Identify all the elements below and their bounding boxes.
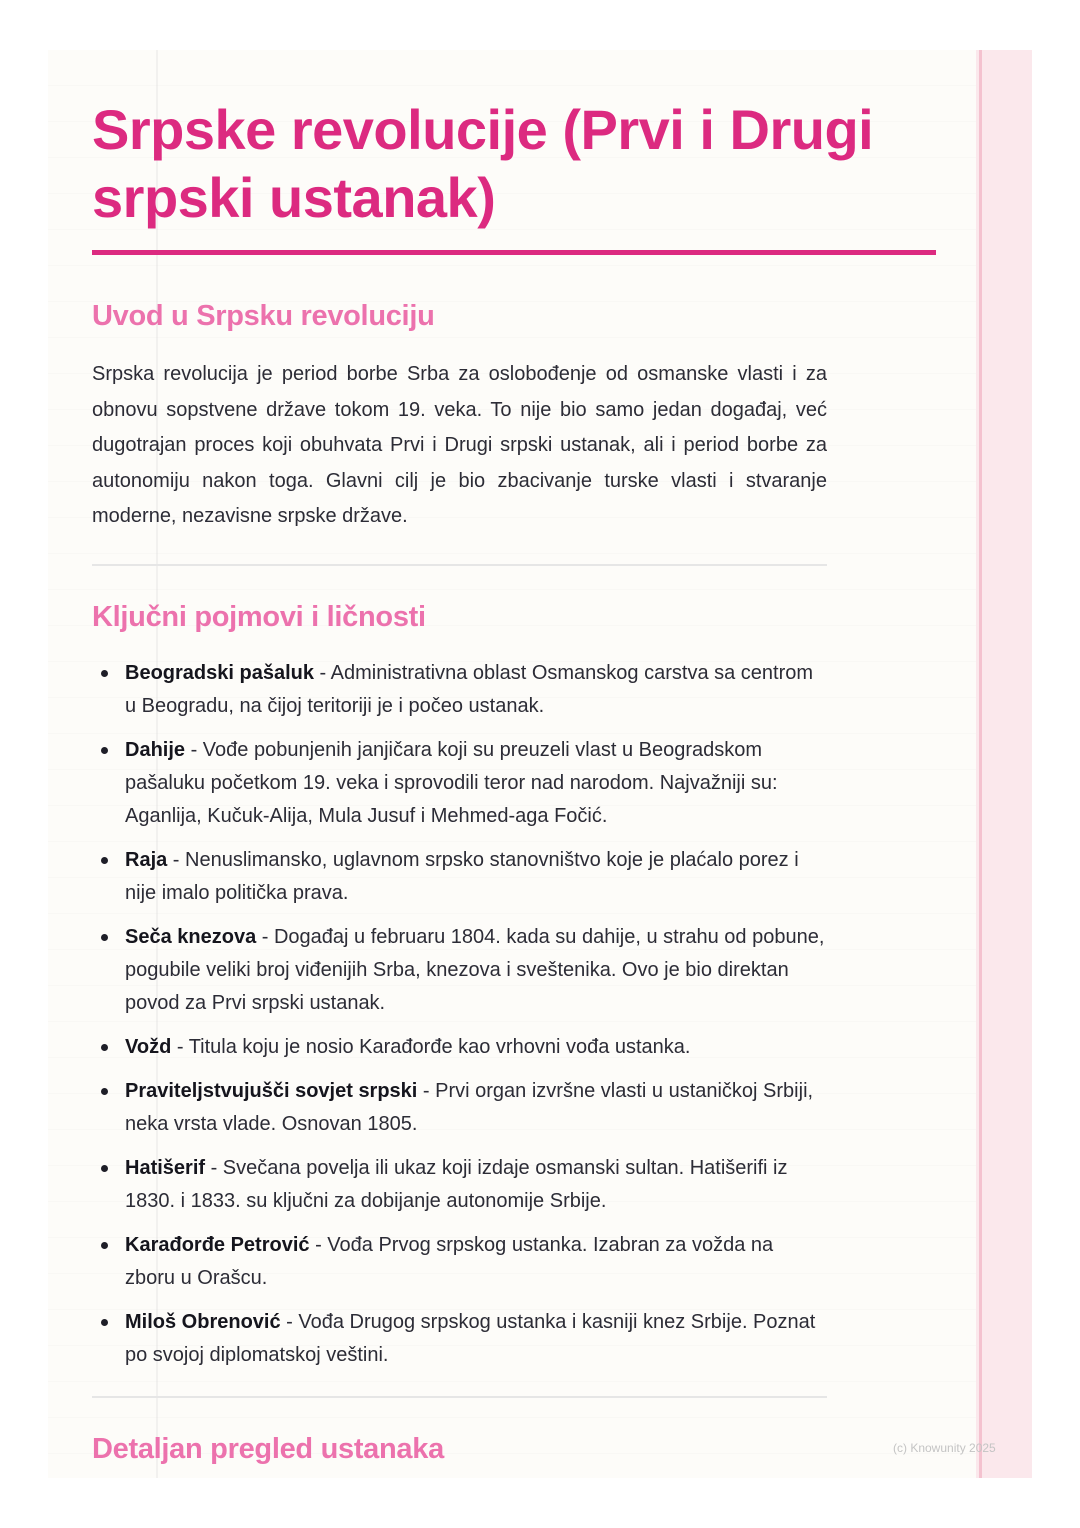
list-item bbox=[92, 1306, 827, 1372]
term-name: Beogradski pašaluk bbox=[125, 662, 314, 684]
term-definition: - Titula koju je nosio Karađorđe kao vrhovni vođa ustanka. bbox=[171, 1036, 691, 1058]
section-heading-pojmovi: Ključni pojmovi i ličnosti bbox=[92, 601, 426, 633]
list-item bbox=[92, 1031, 827, 1064]
bullet-icon bbox=[101, 857, 108, 864]
section-heading-detaljan: Detaljan pregled ustanaka bbox=[92, 1433, 444, 1465]
term-name: Vožd bbox=[125, 1036, 172, 1058]
term-definition: - Nenuslimansko, uglavnom srpsko stanovništvo koje je plaćalo porez i nije imalo politička prava. bbox=[125, 849, 799, 904]
section-heading-uvod: Uvod u Srpsku revoluciju bbox=[92, 300, 435, 332]
list-item bbox=[92, 734, 827, 833]
bullet-icon bbox=[101, 1165, 108, 1172]
list-item bbox=[92, 1075, 827, 1141]
term-name: Raja bbox=[125, 849, 168, 871]
term-name: Praviteljstvujušči sovjet srpski bbox=[125, 1080, 418, 1102]
term-name: Seča knezova bbox=[125, 926, 257, 948]
bullet-icon bbox=[101, 747, 108, 754]
term-definition: - Vođe pobunjenih janjičara koji su preuzeli vlast u Beogradskom pašaluku početkom 19. veka i sprovodili teror nad narodom. Najvažniji su: Aganlija, Kučuk-Alija, Mula Jusuf i Mehmed-aga Fočić. bbox=[125, 739, 778, 827]
page-title: Srpske revolucije (Prvi i Drugi srpski ustanak) bbox=[92, 98, 874, 229]
bullet-icon bbox=[101, 934, 108, 941]
list-item bbox=[92, 1229, 827, 1295]
list-item bbox=[92, 1152, 827, 1218]
term-definition: - Svečana povelja ili ukaz koji izdaje osmanski sultan. Hatišerifi iz 1830. i 1833. su ključni za dobijanje autonomije Srbije. bbox=[125, 1157, 788, 1212]
right-margin-band bbox=[976, 50, 1032, 1478]
bullet-icon bbox=[101, 1319, 108, 1326]
term-name: Dahije bbox=[125, 739, 186, 761]
list-item bbox=[92, 657, 827, 723]
watermark: (c) Knowunity 2025 bbox=[893, 1441, 996, 1455]
term-definition: - Događaj u februaru 1804. kada su dahije, u strahu od pobune, pogubile veliki broj viđenijih Srba, knezova i sveštenika. Ovo je bio direktan povod za Prvi srpski ustanak. bbox=[125, 926, 825, 1014]
term-definition: - Vođa Drugog srpskog ustanka i kasniji knez Srbije. Poznat po svojoj diplomatskoj veštini. bbox=[125, 1311, 816, 1366]
list-item bbox=[92, 921, 827, 1020]
bullet-icon bbox=[101, 1044, 108, 1051]
term-definition: - Prvi organ izvršne vlasti u ustaničkoj Srbiji, neka vrsta vlade. Osnovan 1805. bbox=[125, 1080, 814, 1135]
section-divider bbox=[92, 1396, 827, 1398]
title-underline bbox=[92, 250, 936, 255]
intro-paragraph: Srpska revolucija je period borbe Srba za oslobođenje od osmanske vlasti i za obnovu sopstvene države tokom 19. veka. To nije bio samo jedan događaj, već dugotrajan proces koji obuhvata Prvi i Drugi srpski ustanak, ali i period borbe za autonomiju nakon toga. Glavni cilj je bio zbacivanje turske vlasti i stvaranje moderne, nezavisne srpske države. bbox=[92, 363, 827, 527]
term-definition: - Vođa Prvog srpskog ustanka. Izabran za vožda na zboru u Orašcu. bbox=[125, 1234, 774, 1289]
term-name: Karađorđe Petrović bbox=[125, 1234, 310, 1256]
bullet-icon bbox=[101, 670, 108, 677]
section-divider bbox=[92, 564, 827, 566]
bullet-icon bbox=[101, 1242, 108, 1249]
key-terms-list bbox=[92, 657, 827, 1383]
list-item bbox=[92, 844, 827, 910]
term-name: Miloš Obrenović bbox=[125, 1311, 281, 1333]
bullet-icon bbox=[101, 1088, 108, 1095]
term-name: Hatišerif bbox=[125, 1157, 206, 1179]
right-margin-line bbox=[979, 50, 982, 1478]
term-definition: - Administrativna oblast Osmanskog carstva sa centrom u Beogradu, na čijoj teritoriji je i počeo ustanak. bbox=[125, 662, 814, 717]
